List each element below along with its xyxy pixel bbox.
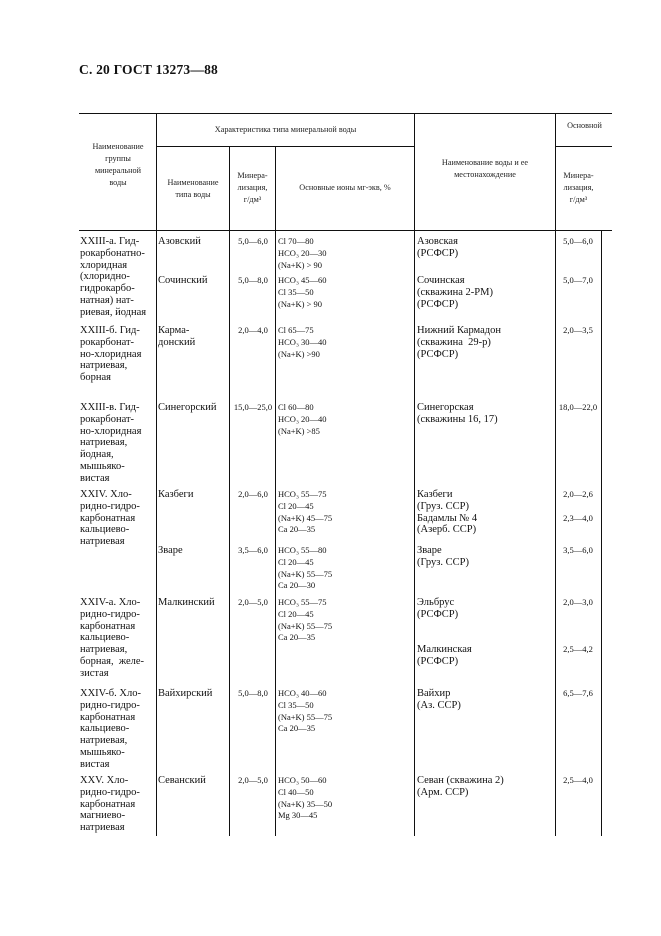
header-type-name: Наименование типа воды	[167, 178, 219, 199]
header-basic: Основной	[567, 121, 602, 130]
mineralization-value: 5,0—8,0	[238, 275, 268, 285]
water-name: Эльбрус (РСФСР) Малкинская (РСФСР)	[417, 597, 472, 667]
header-mineralization: Минера- лизация, г/дм³	[237, 171, 268, 204]
type-name: Севанский	[158, 775, 206, 786]
basic-mineralization: 5,0—6,0	[563, 236, 593, 246]
basic-mineralization: 2,0—3,5	[563, 325, 593, 335]
type-name: Синегорский	[158, 402, 217, 413]
water-name: Казбеги (Груз. ССР) Бадамлы № 4 (Азерб. ССР)	[417, 489, 478, 536]
basic-mineralization: 2,0—2,6 2,3—4,0	[563, 489, 593, 523]
water-name: Вайхир (Аз. ССР)	[417, 688, 461, 711]
water-name: Синегорская (скважины 16, 17)	[417, 402, 498, 425]
ions-value: Cl 65—75 НСО₃ 30—40 (Na+K) >90	[278, 325, 327, 359]
basic-mineralization: 2,0—3,0 2,5—4,2	[563, 597, 593, 655]
type-name: Азовский	[158, 236, 201, 247]
water-name: Нижний Кармадон (скважина 29-р) (РСФСР)	[417, 325, 501, 360]
ions-value: НСО₃ 40—60 Cl 35—50 (Na+K) 55—75 Ca 20—35	[278, 688, 333, 734]
ions-value: Cl 70—80 НСО₃ 20—30 (Na+K) > 90	[278, 236, 327, 270]
type-name: Карма- донский	[158, 325, 196, 348]
characteristic-underline	[156, 146, 414, 147]
mineralization-value: 3,5—6,0	[238, 545, 268, 555]
group-name: ХХIV-а. Хло- ридно-гидро- карбонатная кальциево- натриевая, борная, желе- зистая	[80, 597, 144, 679]
ions-value: НСО₃ 55—75 Cl 20—45 (Na+K) 55—75 Ca 20—35	[278, 597, 333, 643]
ions-value: НСО₃ 55—80 Cl 20—45 (Na+K) 55—75 Ca 20—30	[278, 545, 333, 591]
table-top-rule	[79, 113, 612, 114]
water-name: Севан (скважина 2) (Арм. ССР)	[417, 775, 504, 798]
vline-6	[601, 230, 602, 836]
basic-mineralization: 3,5—6,0	[563, 545, 593, 555]
basic-mineralization: 6,5—7,6	[563, 688, 593, 698]
water-name: Зваре (Груз. ССР)	[417, 545, 470, 568]
group-name: ХХIV-б. Хло- ридно-гидро- карбонатная кальциево- натриевая, мышьяко- вистая	[80, 688, 141, 770]
type-name: Вайхирский	[158, 688, 213, 699]
group-name: ХХIII-в. Гид- рокарбонат- но-хлоридная натриевая, йодная, мышьяко- вистая	[80, 402, 142, 484]
header-group: Наименование группы минеральной воды	[92, 142, 144, 187]
header-bottom-rule	[79, 230, 612, 231]
water-name: Сочинская (скважина 2-РМ) (РСФСР)	[417, 275, 493, 310]
vline-5	[555, 113, 556, 836]
basic-mineralization: 2,5—4,0	[563, 775, 593, 785]
group-name: ХХIII-б. Гид- рокарбонат- но-хлоридная натриевая, борная	[80, 325, 142, 384]
group-name: ХХIII-а. Гид- рокарбонатно- хлоридная (хлоридно- гидрокарбо- натная) нат- риевая, йодная	[80, 236, 147, 318]
vline-1	[156, 113, 157, 836]
group-name: ХХV. Хло- ридно-гидро- карбонатная магниево- натриевая	[80, 775, 140, 834]
type-name: Малкинский	[158, 597, 215, 608]
type-name: Сочинский	[158, 275, 208, 286]
vline-2	[229, 146, 230, 836]
mineralization-value: 2,0—6,0	[238, 489, 268, 499]
ions-value: НСО₃ 50—60 Cl 40—50 (Na+K) 35—50 Mg 30—45	[278, 775, 333, 821]
header-ions: Основные ионы мг-экв, %	[299, 183, 391, 192]
type-name: Зваре	[158, 545, 183, 556]
ions-value: НСО₃ 45—60 Cl 35—50 (Na+K) > 90	[278, 275, 327, 309]
water-name: Азовская (РСФСР)	[417, 236, 459, 259]
header-characteristic: Характеристика типа минеральной воды	[214, 125, 357, 134]
mineralization-value: 5,0—8,0	[238, 688, 268, 698]
mineralization-value: 2,0—5,0	[238, 597, 268, 607]
basic-mineralization: 18,0—22,0	[558, 402, 598, 412]
ions-value: Cl 60—80 НСО₃ 20—40 (Na+K) >85	[278, 402, 327, 436]
mineralization-value: 5,0—6,0	[238, 236, 268, 246]
header-water-name: Наименование воды и ее местонахождение	[441, 158, 529, 179]
basic-underline	[555, 146, 612, 147]
mineralization-value: 2,0—5,0	[238, 775, 268, 785]
vline-3	[275, 146, 276, 836]
page-header: С. 20 ГОСТ 13273—88	[79, 62, 218, 77]
type-name: Казбеги	[158, 489, 194, 500]
mineralization-value: 2,0—4,0	[238, 325, 268, 335]
ions-value: НСО₃ 55—75 Cl 20—45 (Na+K) 45—75 Ca 20—35	[278, 489, 333, 535]
vline-4	[414, 113, 415, 836]
header-mineralization-2: Минера- лизация, г/дм³	[563, 171, 594, 204]
basic-mineralization: 5,0—7,0	[563, 275, 593, 285]
group-name: ХХIV. Хло- ридно-гидро- карбонатная кальциево- натриевая	[80, 489, 140, 548]
mineralization-value: 15,0—25,0	[233, 402, 273, 412]
